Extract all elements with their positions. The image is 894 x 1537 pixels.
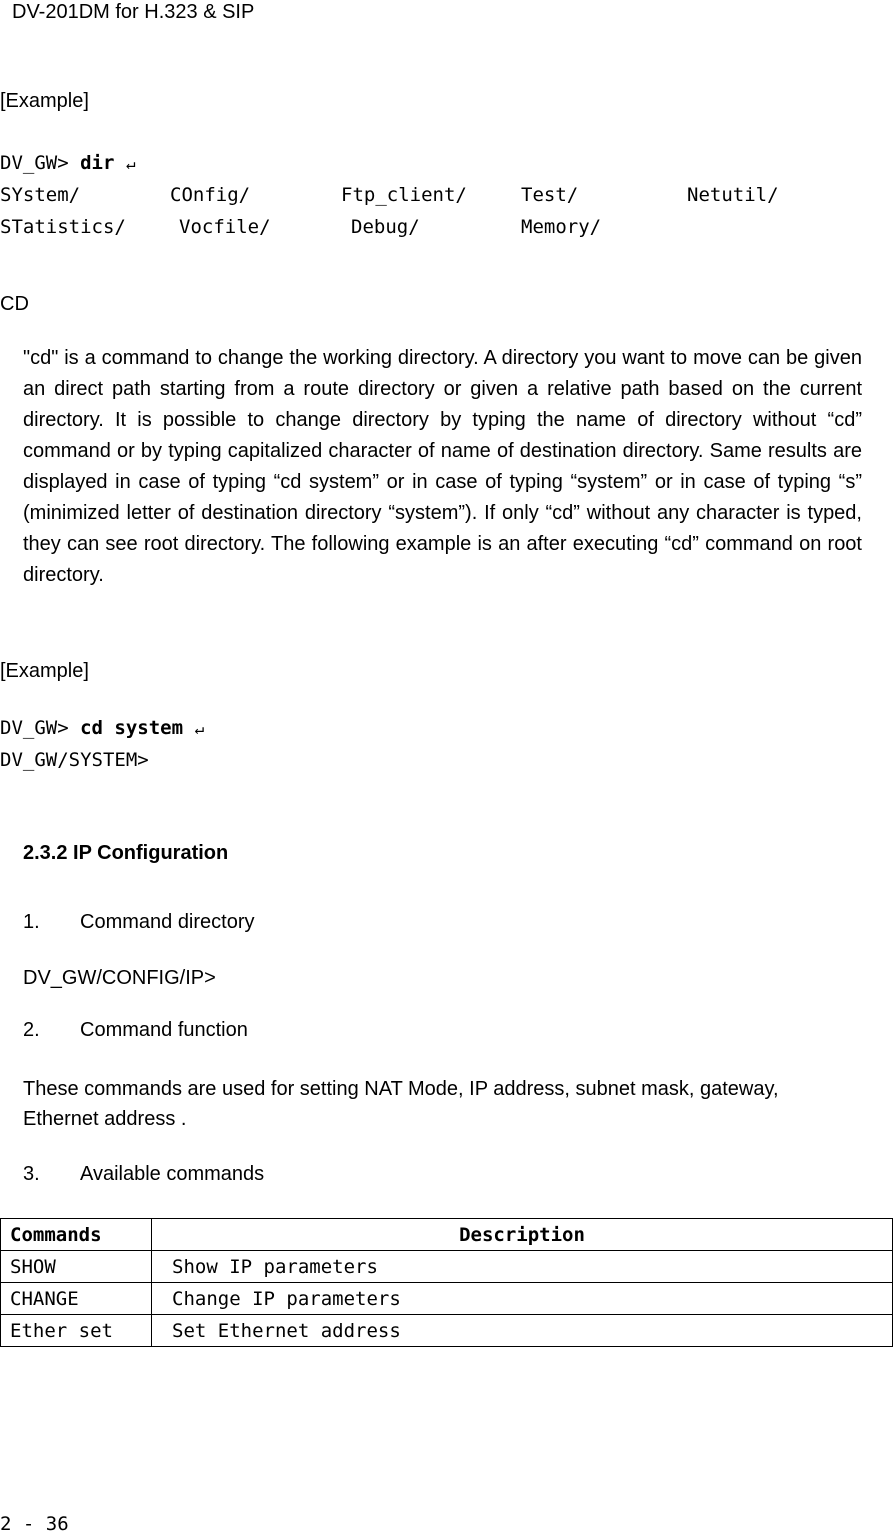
dir-output-row2-col2: Vocfile/ [179, 216, 271, 238]
command-name: CHANGE [1, 1283, 152, 1315]
item-3-title: Available commands [80, 1163, 265, 1185]
item-2-title: Command function [80, 1019, 248, 1041]
example-label-2: [Example] [0, 660, 89, 682]
cd-heading: CD [0, 293, 29, 315]
enter-key-icon: ↵ [125, 154, 136, 173]
item-3-number: 3. [23, 1163, 40, 1185]
dir-output-row1-col4: Test/ [521, 184, 579, 206]
dir-output-row1-col1: SYstem/ [0, 184, 81, 206]
item-2-number: 2. [23, 1019, 40, 1041]
console-command-2: cd system [80, 717, 184, 739]
console-command-line-2 [0, 716, 204, 741]
dir-output-row1-col5: Netutil/ [687, 184, 779, 206]
command-directory-path: DV_GW/CONFIG/IP> [23, 967, 216, 989]
cd-description: "cd" is a command to change the working directory. A directory you want to move can be given an direct path starting from a route directory or given a relative path based on the current directory. It is possible to change directory by typing the name of directory without “cd” command or by typing capitalized character of name of destination directory. Same results are displayed in case of typing “cd system” or in case of typing “system” or in case of typing “s” (minimized letter of destination directory “system”). If only “cd” without any character is typed, they can see root directory. The following example is an after executing “cd” command on root directory. [23, 347, 862, 586]
table-row [1, 1283, 893, 1315]
section-heading: 2.3.2 IP Configuration [23, 842, 229, 864]
console-command: dir [80, 152, 115, 174]
dir-output-row2-col4: Memory/ [521, 216, 602, 238]
page-number: 2 - 36 [0, 1513, 69, 1535]
header-description: Description [152, 1219, 893, 1251]
enter-key-icon-2: ↵ [194, 719, 205, 738]
command-name: Ether set [1, 1315, 152, 1347]
document-header: DV-201DM for H.323 & SIP [12, 1, 255, 23]
console-result: DV_GW/SYSTEM> [0, 749, 149, 771]
console-prompt: DV_GW> [0, 152, 81, 174]
item-1-title: Command directory [80, 911, 255, 933]
dir-output-row2-col3: Debug/ [351, 216, 420, 238]
command-name: SHOW [1, 1251, 152, 1283]
console-command-line [0, 151, 136, 176]
example-label: [Example] [0, 90, 89, 112]
command-description: Set Ethernet address [152, 1315, 893, 1347]
dir-output-row1-col2: COnfig/ [170, 184, 251, 206]
dir-output-row2-col1: STatistics/ [0, 216, 126, 238]
header-commands: Commands [1, 1219, 152, 1251]
commands-table [0, 1218, 893, 1347]
table-row [1, 1315, 893, 1347]
dir-output-row1-col3: Ftp_client/ [341, 184, 467, 206]
table-header-row [1, 1219, 893, 1251]
item-1-number: 1. [23, 911, 40, 933]
command-description: Show IP parameters [152, 1251, 893, 1283]
command-description: Change IP parameters [152, 1283, 893, 1315]
table-row [1, 1251, 893, 1283]
command-function-text: These commands are used for setting NAT Mode, IP address, subnet mask, gateway, Ethernet address . [23, 1078, 779, 1130]
console-prompt-2: DV_GW> [0, 717, 81, 739]
